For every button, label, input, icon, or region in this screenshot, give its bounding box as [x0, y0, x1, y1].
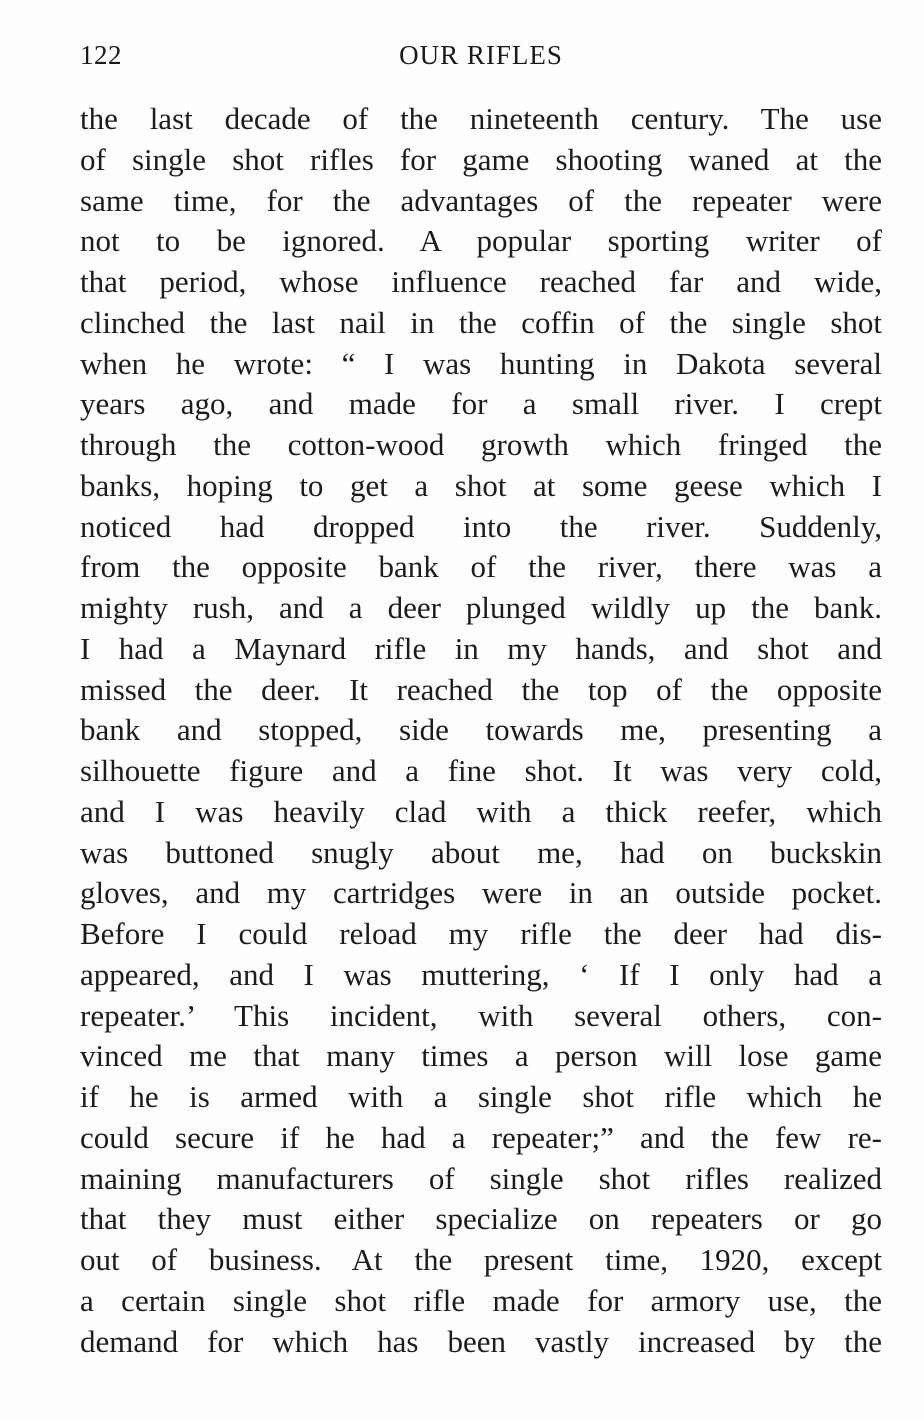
text-line: missed the deer. It reached the top of the opposite [80, 671, 882, 707]
page-number: 122 [80, 40, 122, 70]
text-line: clinched the last nail in the coffin of the single shot [80, 304, 882, 340]
text-line: banks, hoping to get a shot at some geese which I [80, 467, 882, 503]
text-line: from the opposite bank of the river, there was a [80, 549, 882, 585]
text-line: when he wrote: “ I was hunting in Dakota several [80, 345, 882, 381]
text-line: years ago, and made for a small river. I crept [80, 386, 882, 422]
running-head: OUR RIFLES [399, 40, 563, 70]
text-line: repeater.’ This incident, with several others, con- [80, 997, 882, 1033]
text-line: the last decade of the nineteenth century. The use [80, 101, 882, 136]
text-line: vinced me that many times a person will lose game [80, 1038, 882, 1074]
text-line: could secure if he had a repeater;” and the few re- [80, 1119, 882, 1155]
text-line: I had a Maynard rifle in my hands, and shot and [80, 630, 882, 666]
text-line: and I was heavily clad with a thick reefer, which [80, 793, 882, 829]
text-line: bank and stopped, side towards me, presenting a [80, 712, 882, 748]
body-text [80, 99, 882, 1362]
text-line: appeared, and I was muttering, ‘ If I only had a [80, 956, 882, 992]
text-line: maining manufacturers of single shot rifles realized [80, 1160, 882, 1196]
text-line: a certain single shot rifle made for armory use, the [80, 1282, 882, 1318]
text-line: mighty rush, and a deer plunged wildly up the bank. [80, 590, 882, 625]
text-line: Before I could reload my rifle the deer had dis- [80, 916, 882, 951]
text-line: out of business. At the present time, 1920, except [80, 1242, 882, 1277]
text-line: if he is armed with a single shot rifle which he [80, 1079, 882, 1114]
text-line: same time, for the advantages of the repeater were [80, 182, 882, 218]
text-line: through the cotton-wood growth which fringed the [80, 427, 882, 462]
text-line: of single shot rifles for game shooting waned at the [80, 141, 882, 177]
text-line: that they must either specialize on repeaters or go [80, 1201, 882, 1237]
text-line: that period, whose influence reached far and wide, [80, 264, 882, 299]
text-line: silhouette figure and a fine shot. It was very cold, [80, 753, 882, 788]
text-line: gloves, and my cartridges were in an outside pocket. [80, 875, 882, 911]
text-line: demand for which has been vastly increased by the [80, 1323, 882, 1359]
page-header [80, 40, 882, 80]
text-line: not to be ignored. A popular sporting writer of [80, 223, 882, 259]
text-line: was buttoned snugly about me, had on buckskin [80, 834, 882, 870]
text-line: noticed had dropped into the river. Suddenly, [80, 508, 882, 544]
